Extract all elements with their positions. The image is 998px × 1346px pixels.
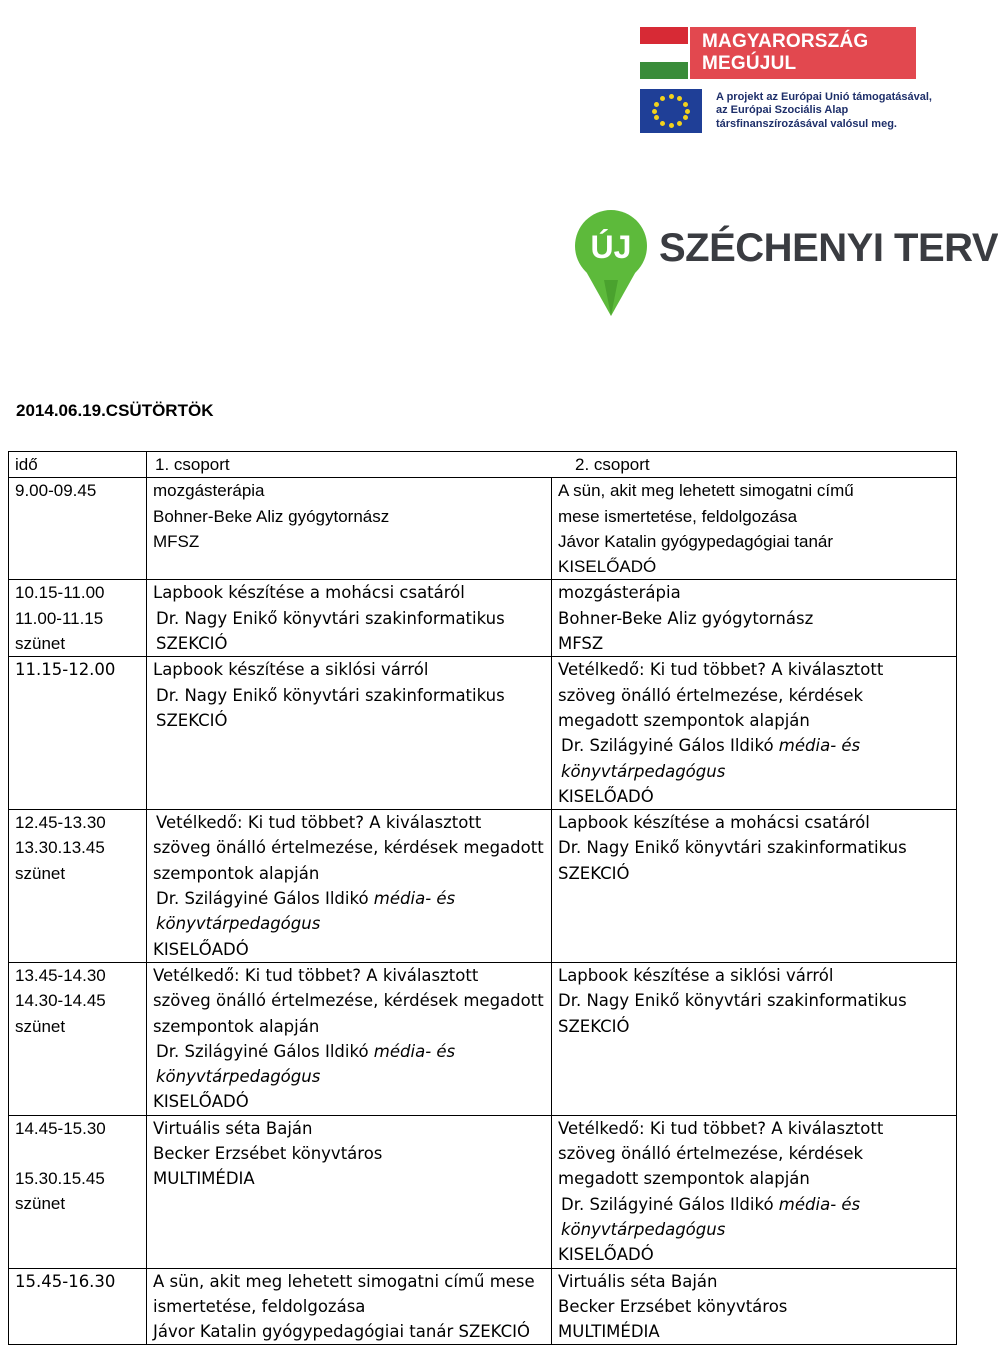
header-group2: 2. csoport (575, 455, 650, 474)
table-row (9, 580, 957, 657)
table-row (9, 1268, 957, 1345)
time-cell: 14.45-15.30 15.30.15.45 szünet (9, 1115, 147, 1268)
uj-szechenyi-terv-logo (574, 208, 998, 318)
group1-cell: Virtuális séta Baján Becker Erzsébet könyvtáros MULTIMÉDIA (147, 1115, 552, 1268)
table-row (9, 478, 957, 580)
time-cell: 15.45-16.30 (9, 1268, 147, 1345)
group2-cell: A sün, akit meg lehetett simogatni című mese ismertetése, feldolgozása Jávor Katalin gyógypedagógiai tanár KISELŐADÓ (552, 478, 957, 580)
group1-cell: A sün, akit meg lehetett simogatni című mese ismertetése, feldolgozása Jávor Katalin gyógypedagógiai tanár SZEKCIÓ (147, 1268, 552, 1345)
group2-cell: Virtuális séta Baján Becker Erzsébet könyvtáros MULTIMÉDIA (552, 1268, 957, 1345)
group1-cell: mozgásterápia Bohner-Beke Aliz gyógytornász MFSZ (147, 478, 552, 580)
group1-cell: Vetélkedő: Ki tud többet? A kiválasztott szöveg önálló értelmezése, kérdések megadott szempontok alapján Dr. Szilágyiné Gálos Ildikó média- és könyvtárpedagógus KISELŐADÓ (147, 962, 552, 1115)
header-groups (147, 452, 957, 478)
group1-cell: Lapbook készítése a mohácsi csatáról Dr. Nagy Enikő könyvtári szakinformatikus SZEKCIÓ (147, 580, 552, 657)
group1-cell: Vetélkedő: Ki tud többet? A kiválasztott szöveg önálló értelmezése, kérdések megadott szempontok alapján Dr. Szilágyiné Gálos Ildikó média- és könyvtárpedagógus KISELŐADÓ (147, 810, 552, 963)
eu-funding-text: A projekt az Európai Unió támogatásával, az Európai Szociális Alap társfinanszírozásával valósul meg. (716, 90, 932, 130)
szechenyi-pin-icon (574, 208, 648, 318)
time-cell: 13.45-14.30 14.30-14.45 szünet (9, 962, 147, 1115)
time-cell: 12.45-13.30 13.30.13.45 szünet (9, 810, 147, 963)
table-row (9, 810, 957, 963)
magyarorszag-megujul-logo (640, 27, 916, 79)
eu-flag-icon (640, 89, 702, 133)
table-header-row (9, 452, 957, 478)
time-cell: 10.15-11.00 11.00-11.15 szünet (9, 580, 147, 657)
svg-text:ÚJ: ÚJ (590, 229, 632, 265)
table-row (9, 1115, 957, 1268)
magyarorszag-megujul-text: MAGYARORSZÁG MEGÚJUL (690, 27, 916, 79)
group2-cell: Vetélkedő: Ki tud többet? A kiválasztott szöveg önálló értelmezése, kérdések megadott szempontok alapján Dr. Szilágyiné Gálos Ildikó média- és könyvtárpedagógus KISELŐADÓ (552, 657, 957, 810)
schedule-table (8, 451, 957, 1345)
group2-cell: mozgásterápia Bohner-Beke Aliz gyógytornász MFSZ (552, 580, 957, 657)
time-cell: 11.15-12.00 (9, 657, 147, 810)
date-heading: 2014.06.19.CSÜTÖRTÖK (16, 401, 214, 420)
header-group1: 1. csoport (155, 455, 230, 474)
header-time: idő (9, 452, 147, 478)
eu-funding-logo (640, 89, 940, 133)
group1-cell: Lapbook készítése a siklósi várról Dr. Nagy Enikő könyvtári szakinformatikus SZEKCIÓ (147, 657, 552, 810)
hungarian-flag-icon (640, 27, 688, 79)
time-cell: 9.00-09.45 (9, 478, 147, 580)
table-row (9, 962, 957, 1115)
group2-cell: Lapbook készítése a siklósi várról Dr. Nagy Enikő könyvtári szakinformatikus SZEKCIÓ (552, 962, 957, 1115)
group2-cell: Lapbook készítése a mohácsi csatáról Dr. Nagy Enikő könyvtári szakinformatikus SZEKCIÓ (552, 810, 957, 963)
table-row (9, 657, 957, 810)
szechenyi-terv-text: SZÉCHENYI TERV (659, 226, 998, 270)
group2-cell: Vetélkedő: Ki tud többet? A kiválasztott szöveg önálló értelmezése, kérdések megadott szempontok alapján Dr. Szilágyiné Gálos Ildikó média- és könyvtárpedagógus KISELŐADÓ (552, 1115, 957, 1268)
